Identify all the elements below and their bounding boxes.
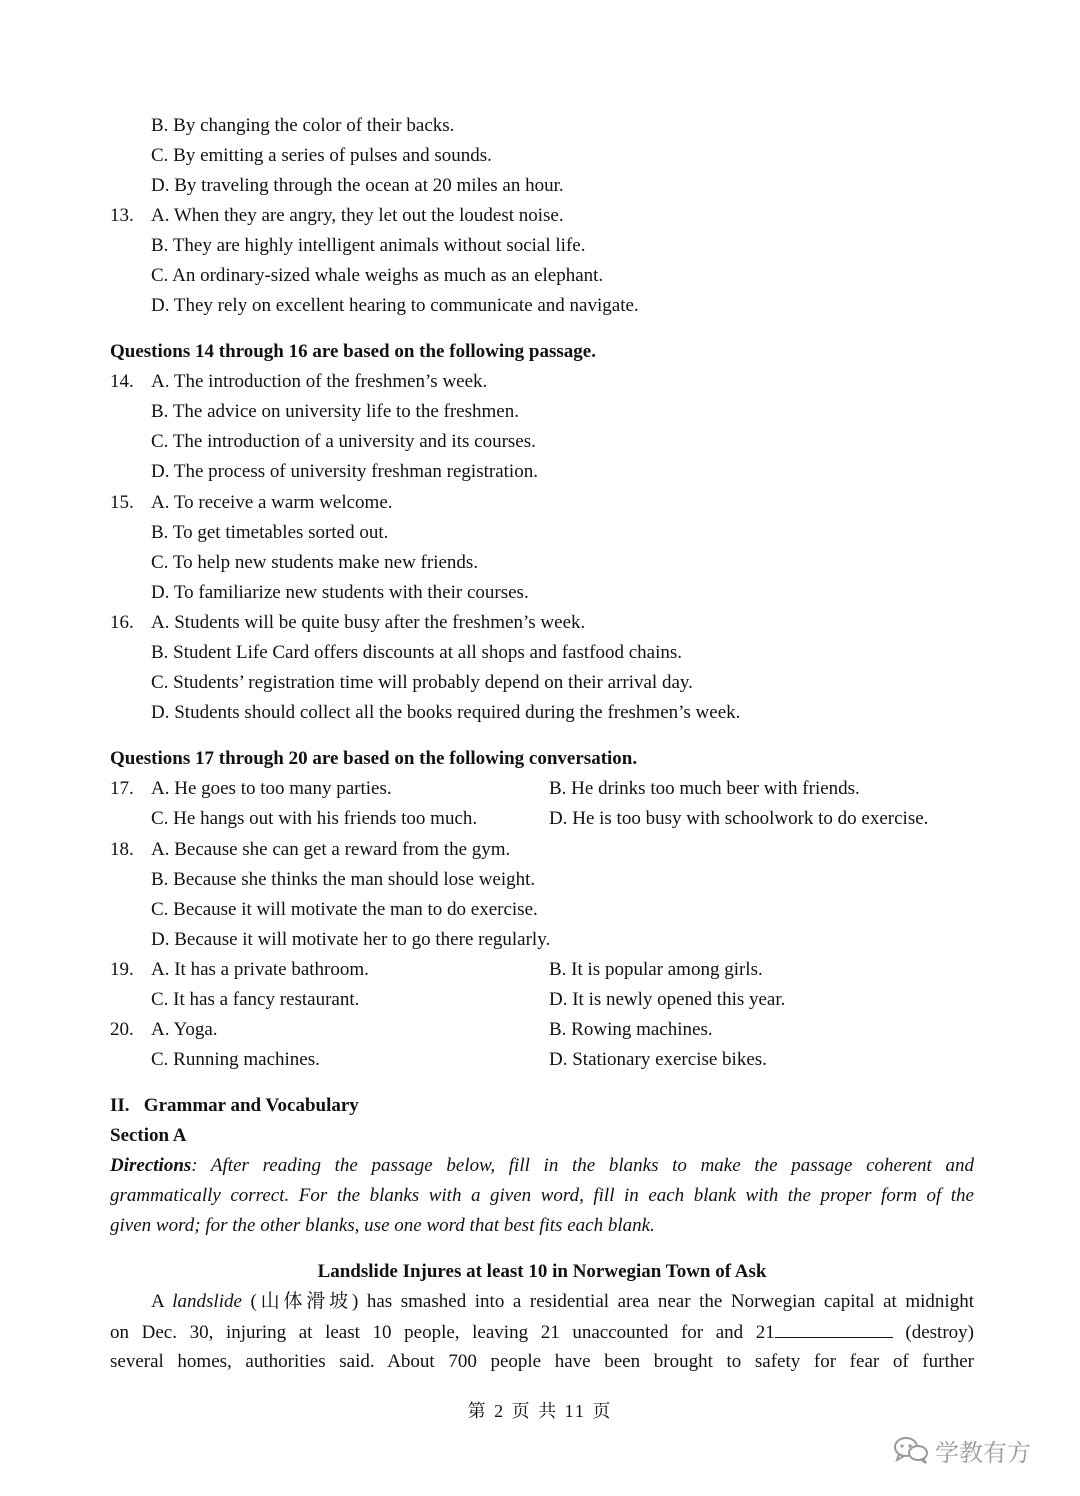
q20-option-a: A. Yoga. — [151, 1019, 218, 1040]
passage-line-2-start: on Dec. 30, injuring at least 10 people, leaving 21 unaccounted for and 21 — [110, 1322, 775, 1343]
q17-number: 17. — [110, 778, 134, 799]
q18-option-b: B. Because she thinks the man should lose weight. — [151, 869, 536, 890]
q13-option-a: A. When they are angry, they let out the loudest noise. — [151, 205, 564, 226]
q20-option-b: B. Rowing machines. — [549, 1019, 713, 1040]
q19-option-c: C. It has a fancy restaurant. — [151, 989, 360, 1010]
q14-option-a: A. The introduction of the freshmen’s week. — [151, 371, 488, 392]
section-heading-14-16: Questions 14 through 16 are based on the following passage. — [110, 341, 596, 362]
q13-option-b: B. They are highly intelligent animals without social life. — [151, 235, 586, 256]
q16-option-d: D. Students should collect all the books required during the freshmen’s week. — [151, 702, 741, 723]
passage-title: Landslide Injures at least 10 in Norwegian Town of Ask — [317, 1261, 767, 1282]
directions-label: Directions — [110, 1155, 192, 1176]
q19-option-a: A. It has a private bathroom. — [151, 959, 369, 980]
q14-option-b: B. The advice on university life to the freshmen. — [151, 401, 519, 422]
section-heading-17-20: Questions 17 through 20 are based on the following conversation. — [110, 748, 638, 769]
q14-option-d: D. The process of university freshman registration. — [151, 461, 538, 482]
q15-option-d: D. To familiarize new students with their courses. — [151, 582, 529, 603]
q18-number: 18. — [110, 839, 134, 860]
q18-option-c: C. Because it will motivate the man to do exercise. — [151, 899, 538, 920]
q12-option-d: D. By traveling through the ocean at 20 miles an hour. — [151, 175, 564, 196]
passage-line-3: several homes, authorities said. About 700 people have been brought to safety for fear of further — [110, 1351, 974, 1372]
section-a-heading: Section A — [110, 1125, 187, 1146]
answer-blank-21[interactable] — [775, 1320, 893, 1338]
q12-option-b: B. By changing the color of their backs. — [151, 115, 455, 136]
q14-number: 14. — [110, 371, 134, 392]
q17-option-a: A. He goes to too many parties. — [151, 778, 392, 799]
q13-number: 13. — [110, 205, 134, 226]
q14-option-c: C. The introduction of a university and its courses. — [151, 431, 536, 452]
passage-line-2-rest: (destroy) — [892, 1322, 974, 1343]
q16-option-b: B. Student Life Card offers discounts at all shops and fastfood chains. — [151, 642, 683, 663]
watermark — [893, 1432, 1031, 1468]
passage-line-1-rest: (山体滑坡) has smashed into a residential area near the Norwegian capital at midnight — [241, 1291, 974, 1312]
q19-option-d: D. It is newly opened this year. — [549, 989, 786, 1010]
directions-line-2: grammatically correct. For the blanks with a given word, fill in each blank with the proper form of the — [110, 1185, 974, 1206]
q13-option-c: C. An ordinary-sized whale weighs as much as an elephant. — [151, 265, 604, 286]
q15-number: 15. — [110, 492, 134, 513]
directions-line-3: given word; for the other blanks, use one word that best fits each blank. — [110, 1215, 655, 1236]
q12-option-c: C. By emitting a series of pulses and sounds. — [151, 145, 492, 166]
wechat-icon — [893, 1435, 929, 1465]
q15-option-b: B. To get timetables sorted out. — [151, 522, 389, 543]
q20-option-d: D. Stationary exercise bikes. — [549, 1049, 767, 1070]
q15-option-a: A. To receive a warm welcome. — [151, 492, 393, 513]
q16-option-c: C. Students’ registration time will probably depend on their arrival day. — [151, 672, 693, 693]
part-ii-heading: II. Grammar and Vocabulary — [110, 1095, 359, 1116]
q13-option-d: D. They rely on excellent hearing to communicate and navigate. — [151, 295, 639, 316]
passage-line-2 — [110, 1320, 974, 1345]
watermark-text: 学教有方 — [935, 1438, 1031, 1467]
q17-option-d: D. He is too busy with schoolwork to do exercise. — [549, 808, 929, 829]
q20-number: 20. — [110, 1019, 134, 1040]
q17-option-c: C. He hangs out with his friends too much. — [151, 808, 478, 829]
directions-text-1: : After reading the passage below, fill in the blanks to make the passage coherent and — [191, 1155, 974, 1176]
q19-number: 19. — [110, 959, 134, 980]
passage-line-1 — [151, 1290, 974, 1314]
q20-option-c: C. Running machines. — [151, 1049, 320, 1070]
page-number-footer: 第 2 页 共 11 页 — [467, 1401, 613, 1421]
directions-line-1 — [110, 1154, 974, 1178]
q18-option-a: A. Because she can get a reward from the gym. — [151, 839, 511, 860]
q19-option-b: B. It is popular among girls. — [549, 959, 763, 980]
q18-option-d: D. Because it will motivate her to go there regularly. — [151, 929, 551, 950]
q16-option-a: A. Students will be quite busy after the freshmen’s week. — [151, 612, 586, 633]
q15-option-c: C. To help new students make new friends. — [151, 552, 479, 573]
passage-line-1-start: A — [151, 1291, 173, 1312]
passage-term-landslide: landslide — [172, 1291, 242, 1312]
q16-number: 16. — [110, 612, 134, 633]
q17-option-b: B. He drinks too much beer with friends. — [549, 778, 860, 799]
